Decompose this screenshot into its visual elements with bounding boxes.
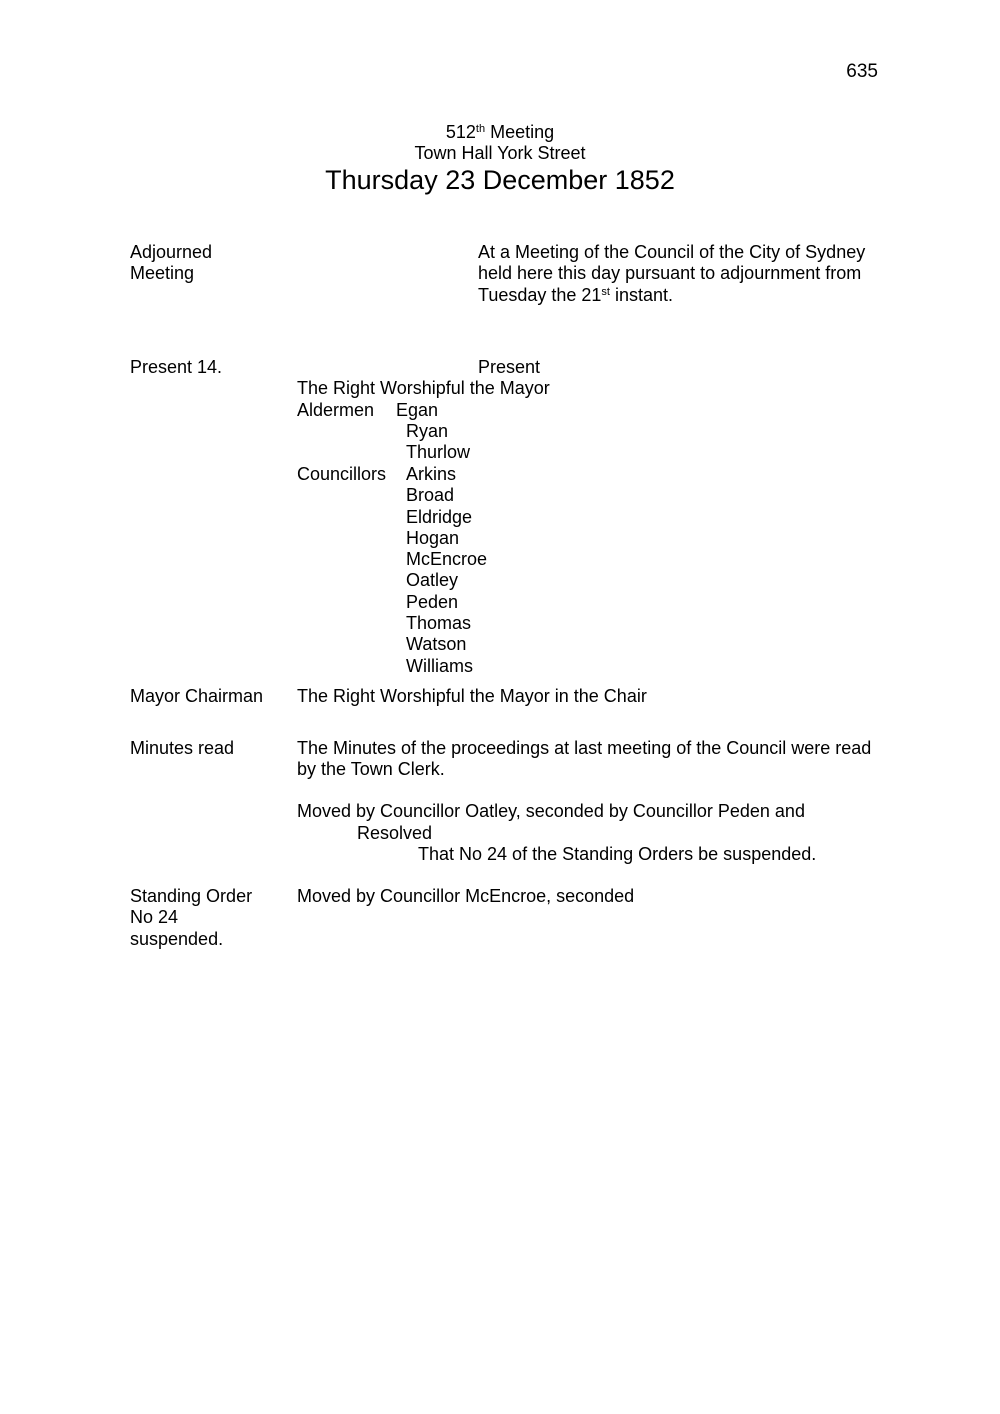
councillor-name: Oatley — [406, 570, 459, 591]
resolved-label: Resolved — [357, 823, 433, 843]
margin-note-line: suspended. — [130, 928, 224, 949]
standing-order-text: Moved by Councillor McEncroe, seconded — [297, 886, 635, 906]
councillor-name: Arkins — [406, 464, 457, 484]
councillor-name: McEncroe — [406, 549, 488, 570]
mayor-line: The Right Worshipful the Mayor — [297, 378, 550, 398]
paragraph-line: Tuesday the 21st instant. — [478, 284, 674, 305]
margin-note-line: Standing Order — [130, 886, 253, 906]
margin-note-adjourned — [130, 242, 212, 285]
paragraph-line: held here this day pursuant to adjournment from — [478, 263, 862, 284]
councillor-name: Eldridge — [406, 506, 473, 527]
alderman-name: Ryan — [406, 421, 449, 441]
chair-text: The Right Worshipful the Mayor in the Chair — [297, 686, 647, 706]
councillor-name: Peden — [406, 591, 459, 612]
councillor-name: Hogan — [406, 527, 460, 548]
margin-note-line: Meeting — [130, 263, 195, 284]
aldermen-label: Aldermen — [297, 400, 375, 420]
margin-note-line: Adjourned — [130, 242, 213, 262]
councillor-name: Thomas — [406, 613, 472, 634]
paragraph-line: The Minutes of the proceedings at last meeting of the Council were read — [297, 738, 872, 758]
minutes-paragraph — [297, 738, 871, 781]
resolution-text: That No 24 of the Standing Orders be suspended. — [418, 844, 817, 864]
present-heading: Present — [478, 357, 541, 377]
councillor-name: Williams — [406, 655, 473, 676]
alderman-name: Thurlow — [406, 442, 471, 463]
alderman-name: Egan — [396, 400, 439, 420]
margin-note-chair: Mayor Chairman — [130, 686, 264, 706]
motion-text: Moved by Councillor Oatley, seconded by Councillor Peden and — [297, 801, 805, 821]
meeting-date-title: Thursday 23 December 1852 — [325, 165, 675, 195]
margin-note-standing-order — [130, 886, 252, 950]
councillors-label: Councillors — [297, 464, 387, 484]
paragraph-line: At a Meeting of the Council of the City of Sydney — [478, 242, 866, 262]
aldermen-list — [406, 421, 470, 464]
margin-note-line: No 24 — [130, 907, 179, 928]
page-number: 635 — [846, 61, 878, 82]
meeting-venue: Town Hall York Street — [414, 143, 586, 163]
councillors-list — [406, 464, 487, 677]
paragraph-line: by the Town Clerk. — [297, 759, 445, 780]
margin-note-minutes: Minutes read — [130, 738, 235, 758]
margin-note-present: Present 14. — [130, 357, 223, 377]
councillor-name: Watson — [406, 634, 467, 655]
adjourned-paragraph — [478, 242, 865, 306]
councillor-name: Broad — [406, 485, 455, 506]
meeting-number: 512th Meeting — [445, 122, 555, 142]
